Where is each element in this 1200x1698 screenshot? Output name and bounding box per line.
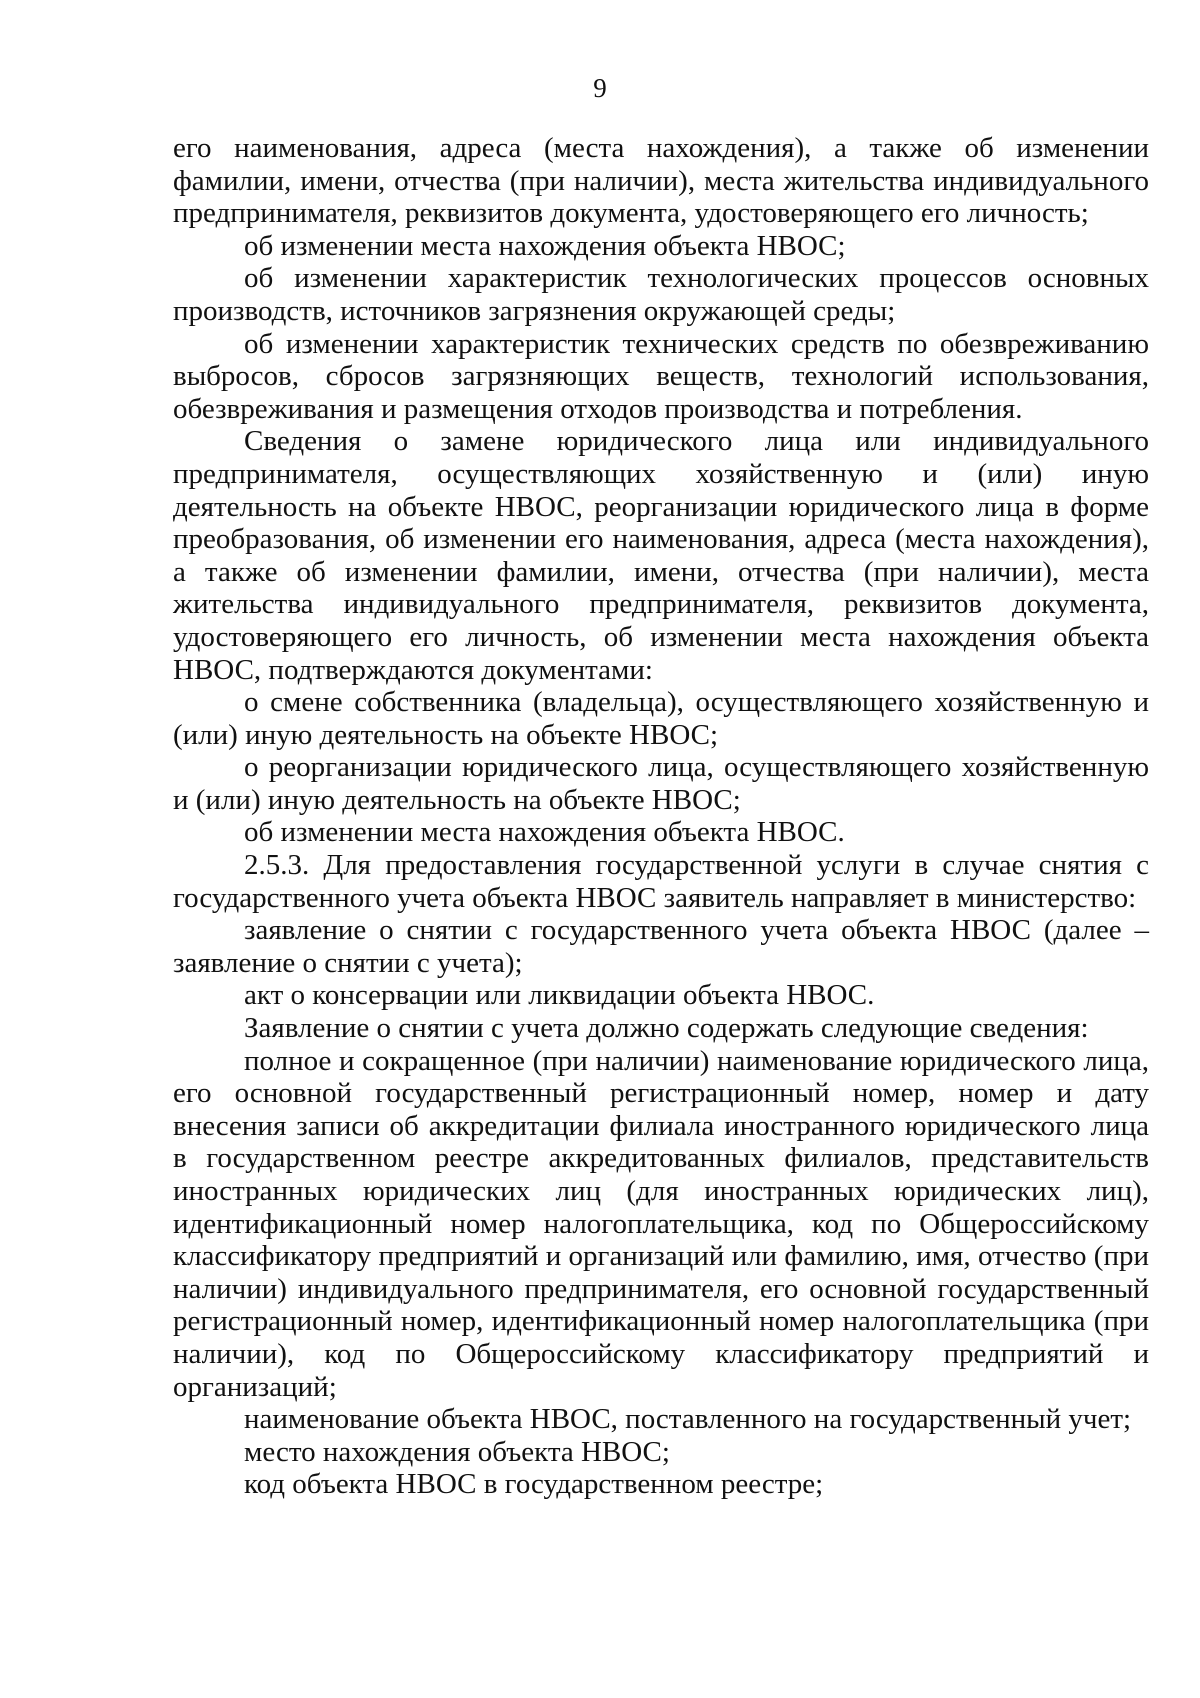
paragraph-continuation: его наименования, адреса (места нахождения), а также об изменении фамилии, имени, отчества (при наличии), места жительства индивидуального предпринимателя, реквизитов документа, удостоверяющего его личность; — [173, 132, 1149, 230]
paragraph-object-name: наименование объекта НВОС, поставленного на государственный учет; — [244, 1403, 1132, 1436]
paragraph-technical-means-change: об изменении характеристик технических средств по обезвреживанию выбросов, сбросов загрязняющих веществ, технологий использования, обезвреживания и размещения отходов производства и потребления. — [173, 327, 1149, 425]
paragraph-process-change: об изменении характеристик технологических процессов основных производств, источников загрязнения окружающей среды; — [173, 262, 1149, 327]
paragraph-section-2-5-3: 2.5.3. Для предоставления государственной услуги в случае снятия с государственного учета объекта НВОС заявитель направляет в министерство: — [173, 849, 1149, 914]
paragraph-object-code: код объекта НВОС в государственном реестре; — [244, 1468, 824, 1501]
paragraph-application-contents: Заявление о снятии с учета должно содержать следующие сведения: — [244, 1012, 1089, 1045]
page-number: 9 — [593, 73, 607, 103]
document-body — [173, 132, 1149, 1501]
paragraph-entity-details: полное и сокращенное (при наличии) наименование юридического лица, его основной государственный регистрационный номер, номер и дату внесения записи об аккредитации филиала иностранного юридического лица в государственном реестре аккредитованных филиалов, представительств иностранных юридических лиц (для иностранных юридических лиц), идентификационный номер налогоплательщика, код по Общероссийскому классификатору предприятий и организаций или фамилию, имя, отчество (при наличии) индивидуального предпринимателя, его основной государственный регистрационный номер, идентификационный номер налогоплательщика (при наличии), код по Общероссийскому классификатору предприятий и организаций; — [173, 1044, 1149, 1403]
paragraph-object-location: место нахождения объекта НВОС; — [244, 1435, 670, 1468]
paragraph-supporting-documents: Сведения о замене юридического лица или индивидуального предпринимателя, осуществляющих хозяйственную и (или) иную деятельность на объекте НВОС, реорганизации юридического лица в форме преобразования, об изменении его наименования, адреса (места нахождения), а также об изменении фамилии, имени, отчества (при наличии), места жительства индивидуального предпринимателя, реквизитов документа, удостоверяющего его личность, об изменении места нахождения объекта НВОС, подтверждаются документами: — [173, 425, 1149, 686]
paragraph-conservation-act: акт о консервации или ликвидации объекта НВОС. — [244, 979, 875, 1012]
paragraph-reorganization: о реорганизации юридического лица, осуществляющего хозяйственную и (или) иную деятельность на объекте НВОС; — [173, 751, 1149, 816]
paragraph-owner-change: о смене собственника (владельца), осуществляющего хозяйственную и (или) иную деятельность на объекте НВОС; — [173, 686, 1149, 751]
paragraph-deregistration-application: заявление о снятии с государственного учета объекта НВОС (далее – заявление о снятии с учета); — [173, 914, 1149, 979]
paragraph-location-change: об изменении места нахождения объекта НВОС; — [244, 229, 846, 262]
paragraph-location-change-doc: об изменении места нахождения объекта НВОС. — [244, 816, 845, 849]
